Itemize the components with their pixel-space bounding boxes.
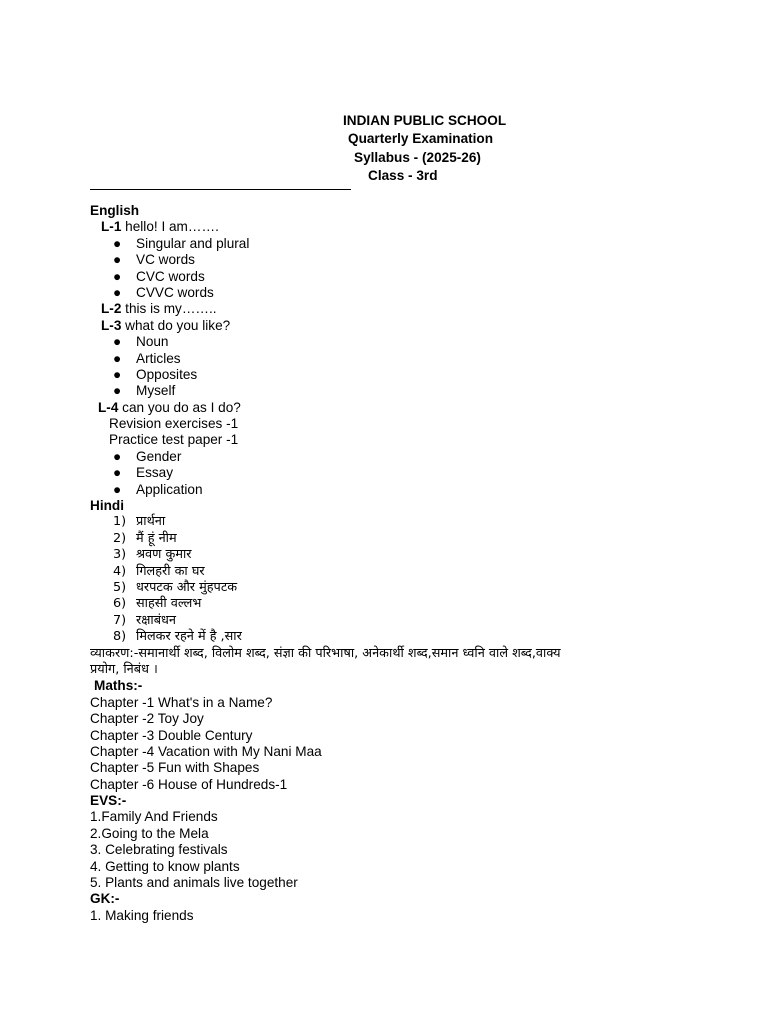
- maths-heading: Maths:-: [94, 678, 143, 694]
- item-number: 8): [113, 629, 127, 645]
- english-lesson-4: [90, 400, 760, 416]
- evs-item: 1.Family And Friends: [90, 809, 218, 825]
- school-name: INDIAN PUBLIC SCHOOL: [343, 113, 507, 128]
- bullet-icon: ●: [113, 383, 122, 399]
- list-item: ● VC words: [113, 252, 195, 268]
- bullet-icon: ●: [113, 252, 122, 268]
- list-item: ● Application: [113, 481, 203, 497]
- english-lesson-2: [90, 301, 760, 317]
- bullet-icon: ●: [113, 334, 122, 350]
- syllabus-body: [90, 203, 760, 924]
- english-lesson-3: [90, 318, 760, 334]
- exam-title: Quarterly Examination: [348, 131, 494, 146]
- bullet-icon: ●: [113, 481, 122, 497]
- item-number: 3): [113, 547, 127, 563]
- evs-heading: EVS:-: [90, 793, 127, 809]
- list-item: 3) श्रवण कुमार: [113, 547, 192, 563]
- gk-item: 1. Making friends: [90, 907, 194, 923]
- list-item: ● Myself: [113, 383, 176, 399]
- item-number: 1): [113, 514, 127, 530]
- syllabus-year: Syllabus - (2025-26): [354, 150, 481, 165]
- list-item: 1) प्रार्थना: [113, 514, 166, 530]
- list-item: 5) धरपटक और मुंहपटक: [113, 579, 238, 595]
- bullet-icon: ●: [113, 350, 122, 366]
- bullet-icon: ●: [113, 284, 122, 300]
- list-item: ● CVC words: [113, 268, 205, 284]
- gk-heading: GK:-: [90, 891, 120, 907]
- bullet-icon: ●: [113, 268, 122, 284]
- item-number: 5): [113, 579, 127, 595]
- lesson-label: L-3: [101, 317, 122, 333]
- evs-item: 5. Plants and animals live together: [90, 875, 298, 891]
- list-item: ● Gender: [113, 448, 182, 464]
- lesson-label: L-4: [98, 399, 119, 415]
- list-item: ● Essay: [113, 465, 174, 481]
- evs-item: 4. Getting to know plants: [90, 858, 240, 874]
- list-item: ● Noun: [113, 334, 169, 350]
- revision-exercises: Revision exercises -1: [109, 416, 239, 432]
- item-number: 6): [113, 596, 127, 612]
- item-number: 7): [113, 612, 127, 628]
- list-item: ● Articles: [113, 350, 181, 366]
- list-item: 7) रक्षाबंधन: [113, 612, 177, 628]
- maths-chapter: Chapter -4 Vacation with My Nani Maa: [90, 743, 322, 759]
- english-heading: English: [90, 203, 140, 218]
- item-number: 2): [113, 530, 127, 546]
- english-lesson-1: [90, 219, 760, 235]
- maths-chapter: Chapter -1 What's in a Name?: [90, 694, 273, 710]
- evs-item: 2.Going to the Mela: [90, 825, 209, 841]
- lesson-title: hello! I am…….: [125, 219, 219, 235]
- header-divider: [90, 189, 351, 190]
- lesson-title: what do you like?: [125, 317, 231, 333]
- list-item: 2) मैं हूं नीम: [113, 530, 177, 546]
- list-item: 6) साहसी वल्लभ: [113, 596, 202, 612]
- lesson-label: L-2: [101, 301, 122, 317]
- lesson-title: can you do as I do?: [122, 399, 241, 415]
- lesson-label: L-1: [101, 219, 122, 235]
- maths-chapter: Chapter -5 Fun with Shapes: [90, 760, 260, 776]
- evs-item: 3. Celebrating festivals: [90, 842, 228, 858]
- maths-chapter: Chapter -2 Toy Joy: [90, 711, 204, 727]
- list-item: ● Opposites: [113, 366, 198, 382]
- hindi-grammar-line-1: व्याकरण:-समानार्थी शब्द, विलोम शब्द, संज्ञा की परिभाषा, अनेकार्थी शब्द,समान ध्वनि वाले शब्द,वाक्य: [90, 645, 561, 661]
- bullet-icon: ●: [113, 465, 122, 481]
- item-number: 4): [113, 563, 127, 579]
- list-item: 8) मिलकर रहने में है ,सार: [113, 629, 242, 645]
- bullet-icon: ●: [113, 235, 122, 251]
- maths-chapter: Chapter -6 House of Hundreds-1: [90, 776, 288, 792]
- maths-chapter: Chapter -3 Double Century: [90, 727, 253, 743]
- list-item: ● Singular and plural: [113, 235, 250, 251]
- list-item: 4) गिलहरी का घर: [113, 563, 205, 579]
- bullet-icon: ●: [113, 448, 122, 464]
- bullet-icon: ●: [113, 366, 122, 382]
- hindi-heading: Hindi: [90, 498, 124, 514]
- class-label: Class - 3rd: [368, 168, 438, 183]
- list-item: ● CVVC words: [113, 284, 214, 300]
- hindi-grammar-line-2: प्रयोग, निबंध ।: [90, 661, 158, 677]
- lesson-title: this is my……..: [125, 301, 217, 317]
- practice-test-paper: Practice test paper -1: [109, 432, 239, 448]
